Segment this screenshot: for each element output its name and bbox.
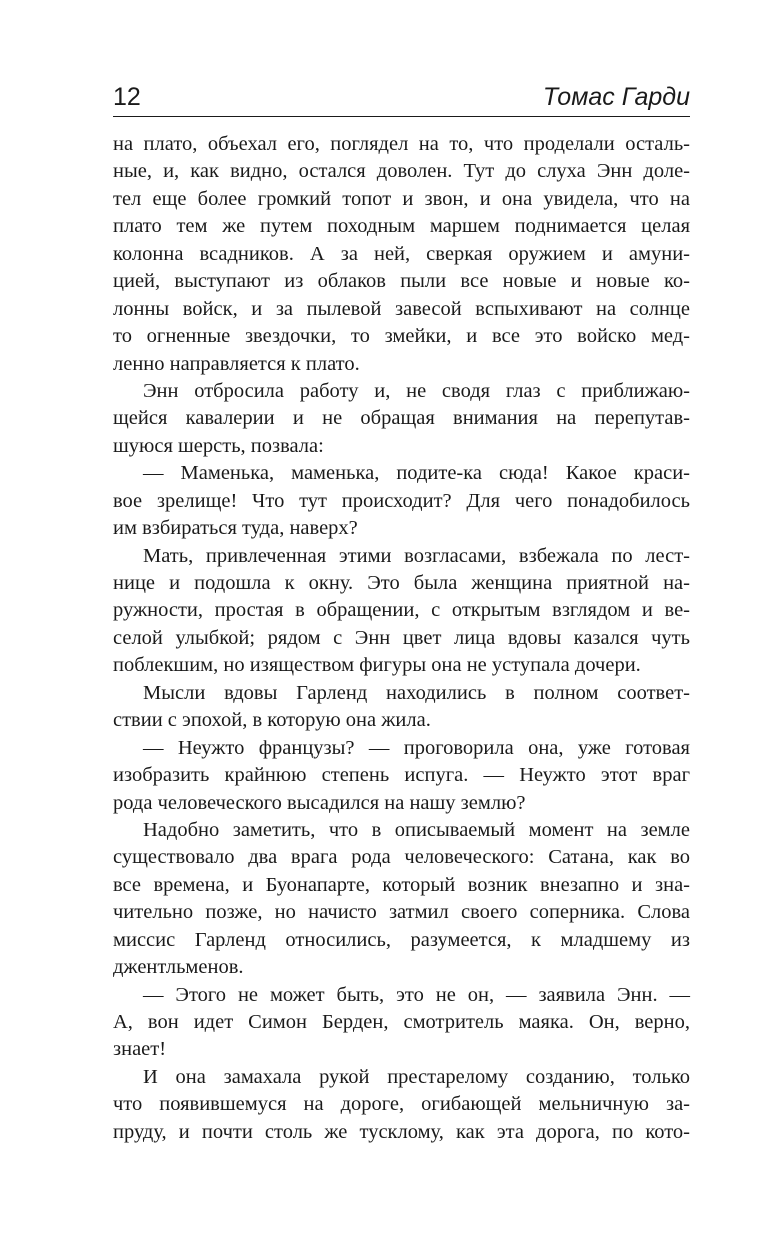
paragraph: [113, 1064, 690, 1146]
text-line: изобразить крайнюю степень испуга. — Неужто этот враг: [113, 764, 690, 787]
text-line: вое зрелище! Что тут происходит? Для чего понадобилось: [113, 489, 690, 512]
text-line: существовало два врага рода человеческого: Сатана, как во: [113, 846, 690, 869]
paragraph: [113, 817, 690, 982]
paragraph: [113, 543, 690, 680]
paragraph: [113, 680, 690, 735]
text-line: пруду, и почти столь же тусклому, как эта дорога, по кото-: [113, 1120, 690, 1143]
text-line: тел еще более громкий топот и звон, и она увидела, что на: [113, 187, 690, 210]
text-line: И она замахала рукой престарелому созданию, только: [143, 1065, 690, 1088]
text-line: поблекшим, но изяществом фигуры она не уступала дочери.: [113, 654, 641, 677]
text-line: знает!: [113, 1038, 167, 1061]
page-number: 12: [113, 83, 141, 111]
paragraph: [113, 982, 690, 1064]
text-line: ные, и, как видно, остался доволен. Тут до слуха Энн доле-: [113, 160, 690, 183]
text-line: Мать, привлеченная этими возгласами, взбежала по лест-: [143, 544, 690, 567]
text-line: цией, выступают из облаков пыли все новые и новые ко-: [113, 270, 690, 293]
text-line: шуюся шерсть, позвала:: [113, 434, 324, 457]
text-line: лонны войск, и за пылевой завесой вспыхивают на солнце: [113, 297, 690, 320]
paragraph: [113, 735, 690, 817]
book-page: [113, 80, 690, 1146]
paragraph: [113, 460, 690, 542]
text-line: рода человеческого высадился на нашу землю?: [113, 791, 526, 814]
running-header-author: Томас Гарди: [542, 83, 690, 111]
text-line: колонна всадников. А за ней, сверкая оружием и амуни-: [113, 242, 690, 265]
running-header: [113, 80, 690, 117]
text-line: щейся кавалерии и не обращая внимания на перепутав-: [113, 407, 690, 430]
text-line: — Этого не может быть, это не он, — заявила Энн. —: [143, 983, 690, 1006]
text-line: — Маменька, маменька, подите-ка сюда! Какое краси-: [143, 462, 690, 485]
text-line: Энн отбросила работу и, не сводя глаз с приближаю-: [143, 379, 690, 402]
text-line: Надобно заметить, что в описываемый момент на земле: [143, 818, 690, 841]
text-line: им взбираться туда, наверх?: [113, 517, 358, 540]
text-line: — Неужто французы? — проговорила она, уже готовая: [143, 736, 690, 759]
text-line: что появившемуся на дороге, огибающей мельничную за-: [113, 1093, 690, 1116]
text-line: ружности, простая в обращении, с открытым взглядом и ве-: [113, 599, 690, 622]
text-line: чительно позже, но начисто затмил своего соперника. Слова: [113, 901, 690, 924]
text-line: джентльменов.: [113, 956, 244, 979]
text-line: плато тем же путем походным маршем поднимается целая: [113, 215, 690, 238]
text-line: то огненные звездочки, то змейки, и все это войско мед-: [113, 325, 690, 348]
text-line: нице и подошла к окну. Это была женщина приятной на-: [113, 572, 690, 594]
paragraph: [113, 378, 690, 460]
text-line: селой улыбкой; рядом с Энн цвет лица вдовы казался чуть: [113, 626, 690, 649]
body-text: [113, 131, 690, 1146]
text-line: Мысли вдовы Гарленд находились в полном соответ-: [143, 681, 690, 704]
text-line: А, вон идет Симон Берден, смотритель маяка. Он, верно,: [113, 1011, 690, 1033]
text-line: на плато, объехал его, поглядел на то, что проделали осталь-: [113, 133, 690, 155]
text-line: миссис Гарленд относились, разумеется, к младшему из: [113, 928, 690, 951]
paragraph: [113, 131, 690, 378]
text-line: все времена, и Буонапарте, который возник внезапно и зна-: [113, 873, 690, 896]
text-line: ленно направляется к плато.: [113, 352, 360, 375]
text-line: ствии с эпохой, в которую она жила.: [113, 709, 431, 732]
